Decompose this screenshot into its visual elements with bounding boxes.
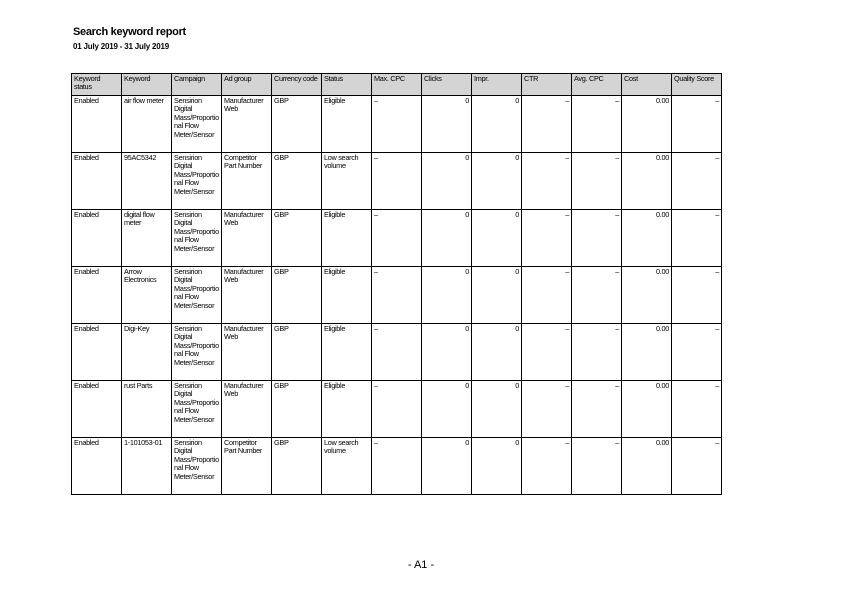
table-row bbox=[72, 96, 722, 153]
cell-ctr: – bbox=[522, 324, 572, 381]
cell-campaign: Sensirion Digital Mass/Proportional Flow Meter/Sensor bbox=[172, 96, 222, 153]
table-row bbox=[72, 324, 722, 381]
cell-avg-cpc: – bbox=[572, 96, 622, 153]
cell-quality-score: – bbox=[672, 210, 722, 267]
cell-campaign: Sensirion Digital Mass/Proportional Flow Meter/Sensor bbox=[172, 267, 222, 324]
cell-currency-code: GBP bbox=[272, 324, 322, 381]
cell-campaign: Sensirion Digital Mass/Proportional Flow Meter/Sensor bbox=[172, 210, 222, 267]
cell-clicks: 0 bbox=[422, 267, 472, 324]
cell-keyword-status: Enabled bbox=[72, 267, 122, 324]
cell-impr: 0 bbox=[472, 267, 522, 324]
cell-keyword-status: Enabled bbox=[72, 324, 122, 381]
cell-cost: 0.00 bbox=[622, 210, 672, 267]
column-header-status: Status bbox=[322, 74, 372, 96]
cell-clicks: 0 bbox=[422, 438, 472, 495]
cell-avg-cpc: – bbox=[572, 210, 622, 267]
cell-ctr: – bbox=[522, 267, 572, 324]
cell-clicks: 0 bbox=[422, 381, 472, 438]
table-header-row bbox=[72, 74, 722, 96]
cell-impr: 0 bbox=[472, 381, 522, 438]
cell-ad-group: Manufacturer Web bbox=[222, 96, 272, 153]
cell-keyword: digital flow meter bbox=[122, 210, 172, 267]
cell-keyword-status: Enabled bbox=[72, 210, 122, 267]
cell-keyword-status: Enabled bbox=[72, 381, 122, 438]
cell-campaign: Sensirion Digital Mass/Proportional Flow Meter/Sensor bbox=[172, 324, 222, 381]
cell-campaign: Sensirion Digital Mass/Proportional Flow Meter/Sensor bbox=[172, 381, 222, 438]
cell-max-cpc: – bbox=[372, 96, 422, 153]
cell-status: Eligible bbox=[322, 210, 372, 267]
cell-quality-score: – bbox=[672, 153, 722, 210]
cell-currency-code: GBP bbox=[272, 438, 322, 495]
cell-cost: 0.00 bbox=[622, 438, 672, 495]
cell-impr: 0 bbox=[472, 210, 522, 267]
cell-impr: 0 bbox=[472, 324, 522, 381]
cell-ctr: – bbox=[522, 153, 572, 210]
cell-clicks: 0 bbox=[422, 324, 472, 381]
cell-keyword: Arrow Electronics bbox=[122, 267, 172, 324]
cell-max-cpc: – bbox=[372, 267, 422, 324]
column-header-keyword: Keyword bbox=[122, 74, 172, 96]
cell-cost: 0.00 bbox=[622, 381, 672, 438]
cell-cost: 0.00 bbox=[622, 267, 672, 324]
cell-impr: 0 bbox=[472, 438, 522, 495]
cell-cost: 0.00 bbox=[622, 96, 672, 153]
cell-ctr: – bbox=[522, 210, 572, 267]
cell-status: Low search volume bbox=[322, 153, 372, 210]
column-header-ctr: CTR bbox=[522, 74, 572, 96]
cell-currency-code: GBP bbox=[272, 381, 322, 438]
cell-keyword: air flow meter bbox=[122, 96, 172, 153]
cell-keyword: Digi-Key bbox=[122, 324, 172, 381]
cell-keyword: rust Parts bbox=[122, 381, 172, 438]
cell-currency-code: GBP bbox=[272, 96, 322, 153]
cell-keyword: 95AC5342 bbox=[122, 153, 172, 210]
table-row bbox=[72, 153, 722, 210]
cell-ad-group: Competitor Part Number bbox=[222, 438, 272, 495]
cell-cost: 0.00 bbox=[622, 153, 672, 210]
cell-status: Eligible bbox=[322, 324, 372, 381]
cell-quality-score: – bbox=[672, 96, 722, 153]
cell-keyword: 1-101053-01 bbox=[122, 438, 172, 495]
report-date-range: 01 July 2019 - 31 July 2019 bbox=[73, 42, 170, 51]
cell-quality-score: – bbox=[672, 438, 722, 495]
report-title: Search keyword report bbox=[73, 26, 186, 38]
cell-status: Eligible bbox=[322, 267, 372, 324]
cell-max-cpc: – bbox=[372, 438, 422, 495]
cell-cost: 0.00 bbox=[622, 324, 672, 381]
cell-avg-cpc: – bbox=[572, 153, 622, 210]
cell-ctr: – bbox=[522, 438, 572, 495]
cell-ad-group: Competitor Part Number bbox=[222, 153, 272, 210]
cell-impr: 0 bbox=[472, 96, 522, 153]
cell-max-cpc: – bbox=[372, 381, 422, 438]
cell-currency-code: GBP bbox=[272, 267, 322, 324]
cell-quality-score: – bbox=[672, 324, 722, 381]
cell-currency-code: GBP bbox=[272, 210, 322, 267]
table-row bbox=[72, 210, 722, 267]
cell-keyword-status: Enabled bbox=[72, 153, 122, 210]
cell-ad-group: Manufacturer Web bbox=[222, 210, 272, 267]
cell-avg-cpc: – bbox=[572, 381, 622, 438]
column-header-clicks: Clicks bbox=[422, 74, 472, 96]
cell-max-cpc: – bbox=[372, 324, 422, 381]
cell-quality-score: – bbox=[672, 267, 722, 324]
cell-max-cpc: – bbox=[372, 210, 422, 267]
page-number: - A1 - bbox=[407, 559, 435, 571]
cell-campaign: Sensirion Digital Mass/Proportional Flow Meter/Sensor bbox=[172, 438, 222, 495]
cell-ctr: – bbox=[522, 381, 572, 438]
column-header-keyword-status: Keyword status bbox=[72, 74, 122, 96]
cell-keyword-status: Enabled bbox=[72, 96, 122, 153]
column-header-ad-group: Ad group bbox=[222, 74, 272, 96]
cell-campaign: Sensirion Digital Mass/Proportional Flow Meter/Sensor bbox=[172, 153, 222, 210]
column-header-avg-cpc: Avg. CPC bbox=[572, 74, 622, 96]
table-row bbox=[72, 267, 722, 324]
column-header-cost: Cost bbox=[622, 74, 672, 96]
cell-avg-cpc: – bbox=[572, 324, 622, 381]
cell-clicks: 0 bbox=[422, 210, 472, 267]
cell-impr: 0 bbox=[472, 153, 522, 210]
cell-status: Eligible bbox=[322, 381, 372, 438]
column-header-quality-score: Quality Score bbox=[672, 74, 722, 96]
cell-max-cpc: – bbox=[372, 153, 422, 210]
cell-ad-group: Manufacturer Web bbox=[222, 381, 272, 438]
column-header-currency-code: Currency code bbox=[272, 74, 322, 96]
cell-keyword-status: Enabled bbox=[72, 438, 122, 495]
table-body bbox=[72, 96, 722, 495]
column-header-campaign: Campaign bbox=[172, 74, 222, 96]
cell-ad-group: Manufacturer Web bbox=[222, 267, 272, 324]
cell-clicks: 0 bbox=[422, 96, 472, 153]
cell-status: Eligible bbox=[322, 96, 372, 153]
cell-clicks: 0 bbox=[422, 153, 472, 210]
table-row bbox=[72, 438, 722, 495]
column-header-impr: Impr. bbox=[472, 74, 522, 96]
column-header-max-cpc: Max. CPC bbox=[372, 74, 422, 96]
cell-ctr: – bbox=[522, 96, 572, 153]
cell-quality-score: – bbox=[672, 381, 722, 438]
cell-status: Low search volume bbox=[322, 438, 372, 495]
cell-avg-cpc: – bbox=[572, 438, 622, 495]
cell-ad-group: Manufacturer Web bbox=[222, 324, 272, 381]
cell-avg-cpc: – bbox=[572, 267, 622, 324]
keyword-report-table bbox=[71, 73, 722, 495]
table-row bbox=[72, 381, 722, 438]
cell-currency-code: GBP bbox=[272, 153, 322, 210]
